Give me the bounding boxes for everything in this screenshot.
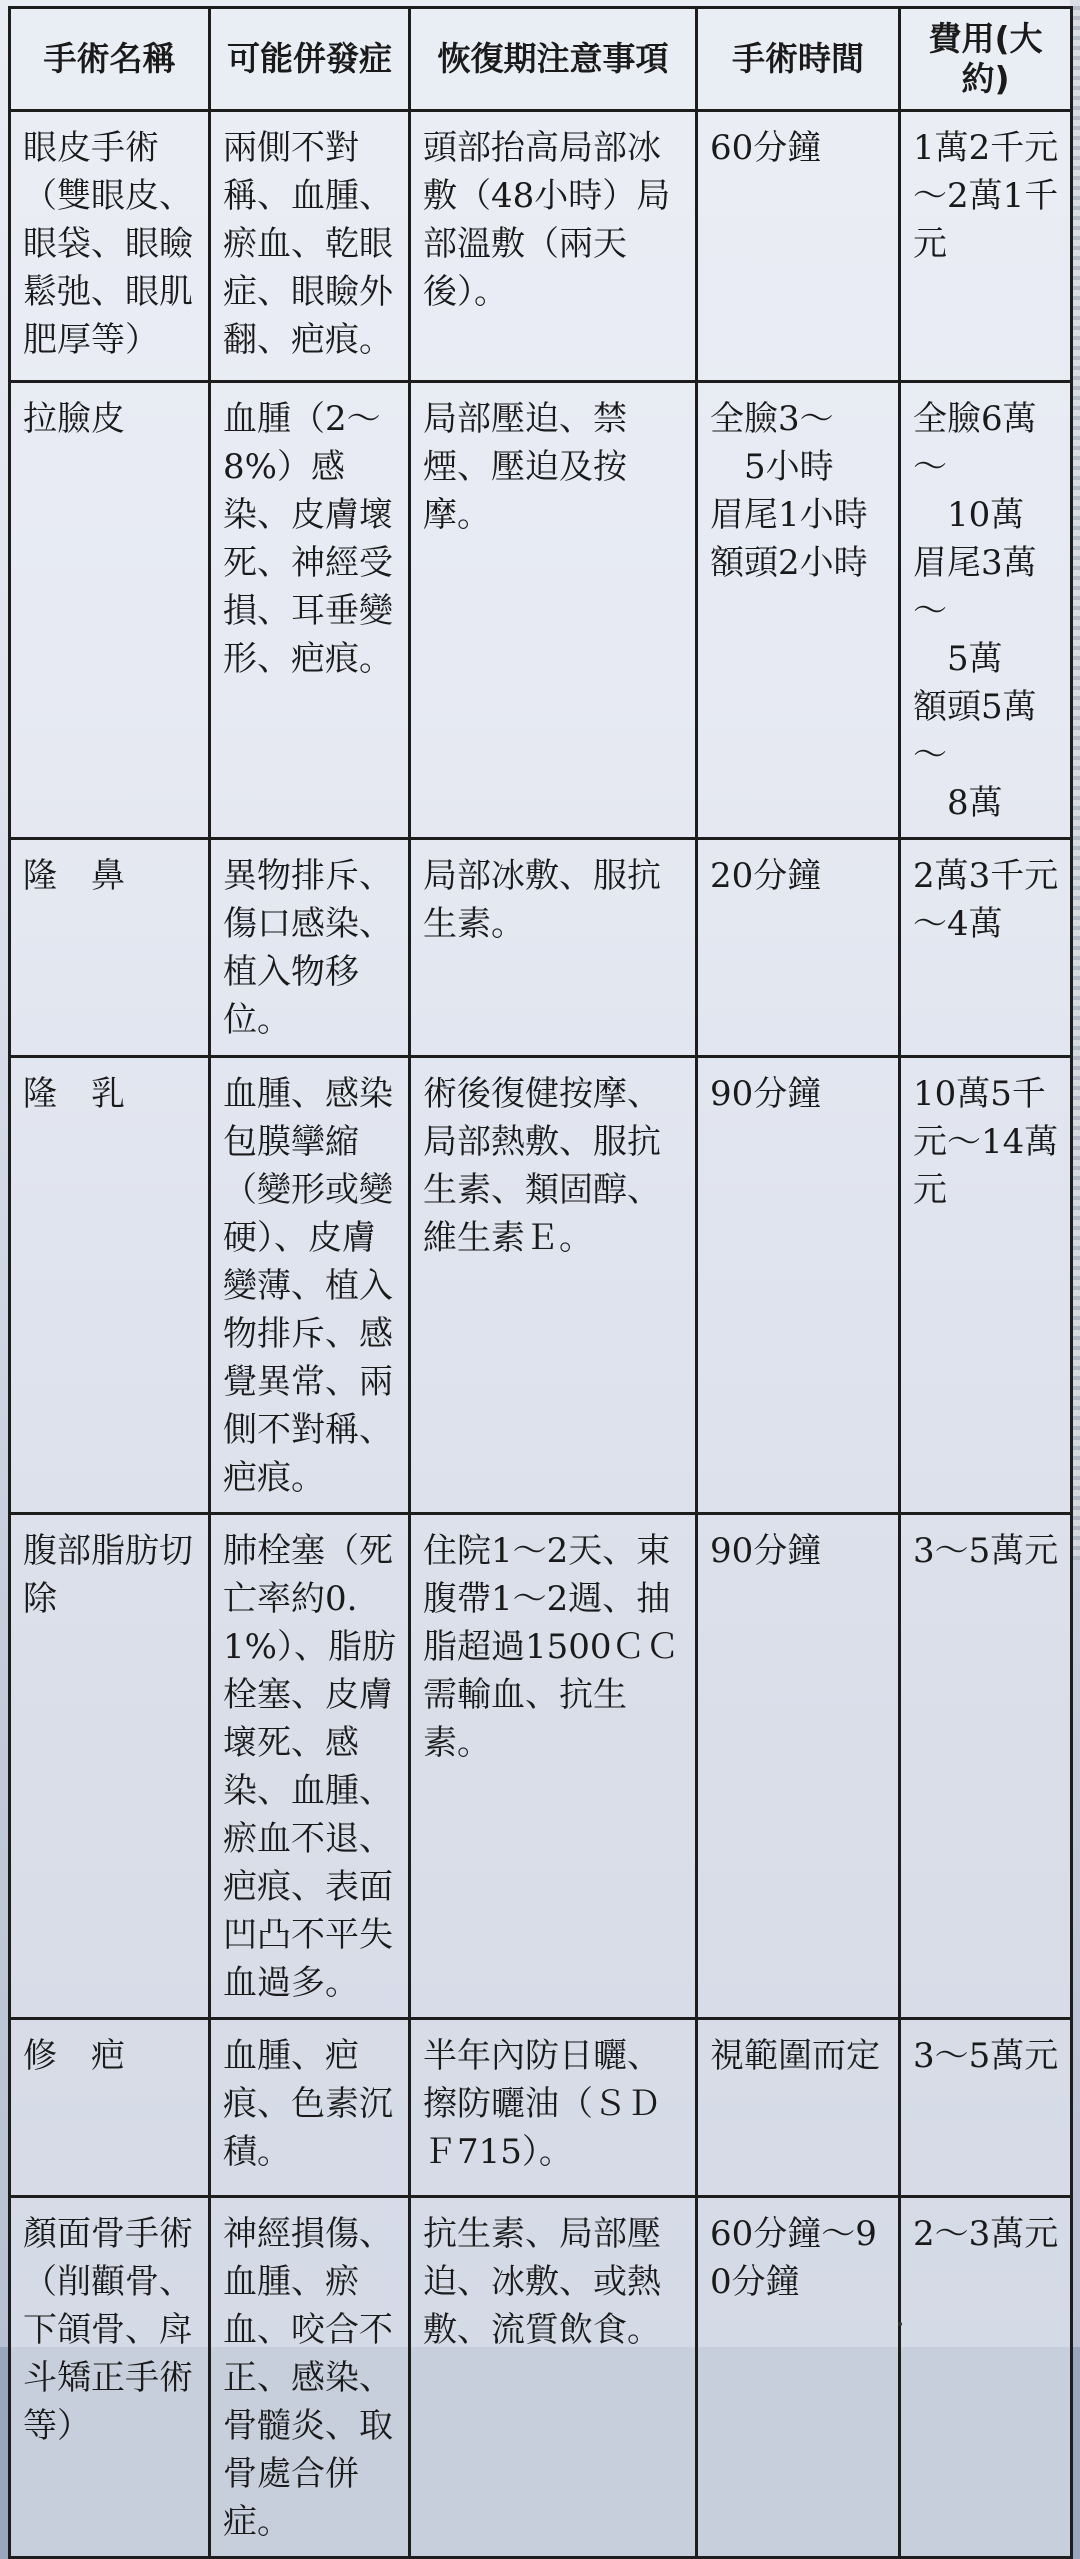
- recovery-cell: 頭部抬高局部冰敷（48小時）局部溫敷（兩天後）。: [410, 111, 697, 382]
- surgery-name-cell: 顏面骨手術（削顴骨、下頜骨、戽斗矯正手術等）: [10, 2197, 210, 2558]
- table-header-row: [10, 8, 1072, 111]
- cost-cell: 1萬2千元～2萬1千元: [900, 111, 1072, 382]
- surgery-info-table: [8, 6, 1073, 2559]
- time-cell: 全臉3～ 5小時 眉尾1小時 額頭2小時: [697, 382, 900, 839]
- cost-cell: 3～5萬元: [900, 2019, 1072, 2197]
- time-cell: 20分鐘: [697, 839, 900, 1057]
- time-cell: 60分鐘～90分鐘: [697, 2197, 900, 2558]
- header-surgery-name: 手術名稱: [10, 8, 210, 111]
- cost-cell: 2萬3千元～4萬: [900, 839, 1072, 1057]
- cost-cell: 3～5萬元: [900, 1514, 1072, 2019]
- surgery-name-cell: 隆 乳: [10, 1057, 210, 1514]
- table-row: [10, 2019, 1072, 2197]
- table-row: [10, 2197, 1072, 2558]
- complications-cell: 異物排斥、傷口感染、植入物移位。: [210, 839, 410, 1057]
- print-speck: [898, 2322, 902, 2326]
- time-cell: 視範圍而定: [697, 2019, 900, 2197]
- complications-cell: 血腫、感染包膜攣縮（變形或變硬）、皮膚變薄、植入物排斥、感覺異常、兩側不對稱、疤痕。: [210, 1057, 410, 1514]
- surgery-name-cell: 拉臉皮: [10, 382, 210, 839]
- recovery-cell: 局部壓迫、禁煙、壓迫及按摩。: [410, 382, 697, 839]
- recovery-cell: 半年內防日曬、擦防曬油（ＳＤＦ715）。: [410, 2019, 697, 2197]
- time-cell: 90分鐘: [697, 1514, 900, 2019]
- time-cell: 60分鐘: [697, 111, 900, 382]
- table-row: [10, 839, 1072, 1057]
- header-surgery-time: 手術時間: [697, 8, 900, 111]
- table-row: [10, 111, 1072, 382]
- surgery-name-cell: 眼皮手術（雙眼皮、眼袋、眼瞼鬆弛、眼肌肥厚等）: [10, 111, 210, 382]
- header-complications: 可能併發症: [210, 8, 410, 111]
- recovery-cell: 術後復健按摩、局部熱敷、服抗生素、類固醇、維生素Ｅ。: [410, 1057, 697, 1514]
- complications-cell: 神經損傷、血腫、瘀血、咬合不正、感染、骨髓炎、取骨處合併症。: [210, 2197, 410, 2558]
- header-recovery-notes: 恢復期注意事項: [410, 8, 697, 111]
- table-row: [10, 1514, 1072, 2019]
- cost-cell: 2～3萬元: [900, 2197, 1072, 2558]
- complications-cell: 血腫、疤痕、色素沉積。: [210, 2019, 410, 2197]
- recovery-cell: 住院1～2天、束腹帶1～2週、抽脂超過1500ＣＣ需輸血、抗生素。: [410, 1514, 697, 2019]
- table-row: [10, 382, 1072, 839]
- time-cell: 90分鐘: [697, 1057, 900, 1514]
- complications-cell: 血腫（2～8%）感染、皮膚壞死、神經受損、耳垂變形、疤痕。: [210, 382, 410, 839]
- recovery-cell: 局部冰敷、服抗生素。: [410, 839, 697, 1057]
- surgery-name-cell: 隆 鼻: [10, 839, 210, 1057]
- cost-cell: 全臉6萬～ 10萬 眉尾3萬～ 5萬 額頭5萬～ 8萬: [900, 382, 1072, 839]
- table-row: [10, 1057, 1072, 1514]
- complications-cell: 肺栓塞（死亡率約0.1%）、脂肪栓塞、皮膚壞死、感染、血腫、瘀血不退、疤痕、表面凹凸不平失血過多。: [210, 1514, 410, 2019]
- complications-cell: 兩側不對稱、血腫、瘀血、乾眼症、眼瞼外翻、疤痕。: [210, 111, 410, 382]
- surgery-name-cell: 修 疤: [10, 2019, 210, 2197]
- recovery-cell: 抗生素、局部壓迫、冰敷、或熱敷、流質飲食。: [410, 2197, 697, 2558]
- cost-cell: 10萬5千元～14萬元: [900, 1057, 1072, 1514]
- surgery-name-cell: 腹部脂肪切除: [10, 1514, 210, 2019]
- header-cost: 費用(大約): [900, 8, 1072, 111]
